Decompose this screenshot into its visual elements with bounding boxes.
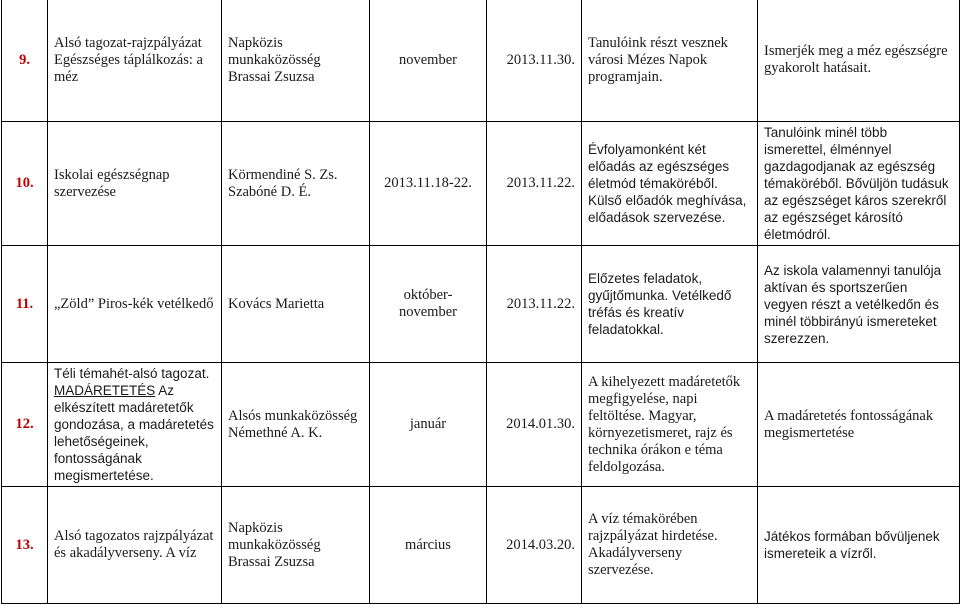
month-cell: október-november bbox=[370, 246, 487, 363]
date-cell: 2014.01.30. bbox=[487, 363, 582, 487]
responsible-person: Napközis munkaközösség Brassai Zsuzsa bbox=[222, 487, 370, 604]
activity-title: „Zöld” Piros-kék vetélkedő bbox=[48, 246, 222, 363]
activity-goal: Ismerjék meg a méz egészségre gyakorolt hatásait. bbox=[758, 0, 960, 122]
month-cell: 2013.11.18-22. bbox=[370, 122, 487, 246]
title-underlined-word: MADÁRETETÉS bbox=[54, 383, 156, 398]
responsible-person: Napközis munkaközösség Brassai Zsuzsa bbox=[222, 0, 370, 122]
activity-goal: Az iskola valamennyi tanulója aktívan és sportszerűen vegyen részt a vetélkedőn és minél többirányú ismereteket szerezzen. bbox=[758, 246, 960, 363]
date-cell: 2014.03.20. bbox=[487, 487, 582, 604]
responsible-person: Kovács Marietta bbox=[222, 246, 370, 363]
table-row bbox=[2, 246, 960, 363]
title-rest: Az elkészített madáretetők gondozása, a madáretetés lehetőségeinek, fontosságának megismertetése. bbox=[54, 383, 214, 483]
month-cell: november bbox=[370, 0, 487, 122]
activity-description: Évfolyamonként két előadás az egészséges életmód témaköréből. Külső előadók meghívása, előadások szervezése. bbox=[582, 122, 758, 246]
responsible-person: Alsós munkaközösség Némethné A. K. bbox=[222, 363, 370, 487]
row-number: 13. bbox=[2, 487, 48, 604]
table-row bbox=[2, 0, 960, 122]
table-row bbox=[2, 363, 960, 487]
row-number: 10. bbox=[2, 122, 48, 246]
activity-description: Előzetes feladatok, gyűjtőmunka. Vetélkedő tréfás és kreatív feladatokkal. bbox=[582, 246, 758, 363]
activity-description: Tanulóink részt vesznek városi Mézes Napok programjain. bbox=[582, 0, 758, 122]
responsible-person: Körmendiné S. Zs. Szabóné D. É. bbox=[222, 122, 370, 246]
activity-goal: Tanulóink minél több ismerettel, élménnyel gazdagodjanak az egészség témaköréből. Bővüljön tudásuk az egészséget káros szerekről az egészséget károsító életmódról. bbox=[758, 122, 960, 246]
activity-goal: Játékos formában bővüljenek ismereteik a vízről. bbox=[758, 487, 960, 604]
date-cell: 2013.11.22. bbox=[487, 246, 582, 363]
activity-description: A víz témakörében rajzpályázat hirdetése. Akadályverseny szervezése. bbox=[582, 487, 758, 604]
month-cell: március bbox=[370, 487, 487, 604]
date-cell: 2013.11.22. bbox=[487, 122, 582, 246]
activity-title: Alsó tagozatos rajzpályázat és akadályverseny. A víz bbox=[48, 487, 222, 604]
activity-title: Alsó tagozat-rajzpályázat Egészséges táplálkozás: a méz bbox=[48, 0, 222, 122]
activity-goal: A madáretetés fontosságának megismertetése bbox=[758, 363, 960, 487]
row-number: 9. bbox=[2, 0, 48, 122]
activity-description: A kihelyezett madáretetők megfigyelése, napi feltöltése. Magyar, környezetismeret, rajz és technika órákon e téma feldolgozása. bbox=[582, 363, 758, 487]
title-line: Téli témahét-alsó tagozat. bbox=[54, 366, 210, 381]
row-number: 11. bbox=[2, 246, 48, 363]
row-number: 12. bbox=[2, 363, 48, 487]
activity-title: Iskolai egészségnap szervezése bbox=[48, 122, 222, 246]
activity-plan-table bbox=[1, 0, 960, 604]
month-cell: január bbox=[370, 363, 487, 487]
date-cell: 2013.11.30. bbox=[487, 0, 582, 122]
activity-title bbox=[48, 363, 222, 487]
table-row bbox=[2, 122, 960, 246]
